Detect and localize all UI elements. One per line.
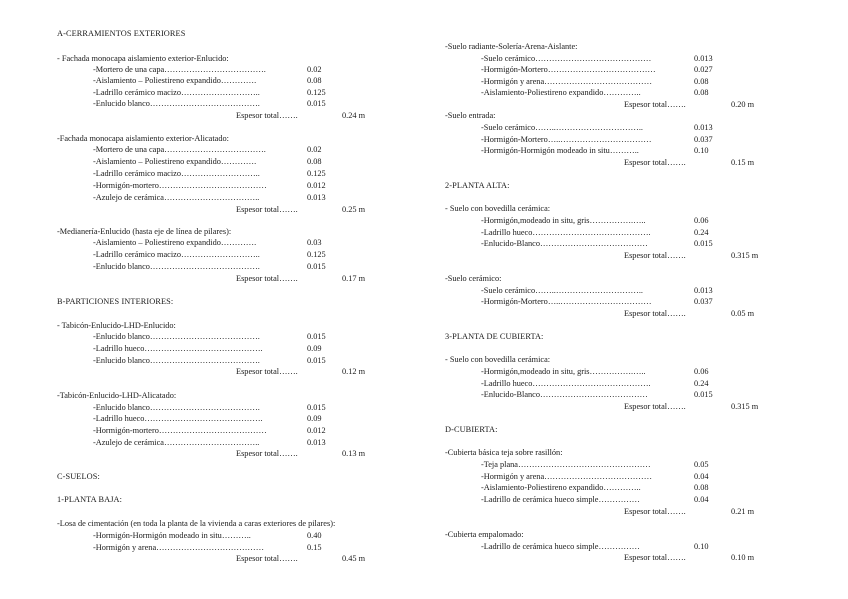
total-value: 0.05 m	[731, 309, 755, 318]
layer-label: -Hormigón-Hormigón modeado in situ………..	[93, 531, 251, 540]
group-title: - Fachada monocapa aislamiento exterior-Enlucido:	[57, 54, 229, 63]
subsection-heading-planta-alta: 2-PLANTA ALTA:	[445, 181, 510, 190]
layer-label: -Mortero de una capa……………………………….	[93, 145, 266, 154]
total-value: 0.21 m	[731, 507, 755, 516]
total-value: 0.315 m	[731, 251, 759, 260]
section-heading-cubierta: D-CUBIERTA:	[445, 425, 498, 434]
layer-value: 0.015	[307, 356, 326, 365]
layer-value: 0.15	[307, 543, 322, 552]
layer-label: -Hormigón-Mortero…..……………………………	[481, 135, 652, 144]
layer-value: 0.013	[694, 123, 713, 132]
total-value: 0.20 m	[731, 100, 755, 109]
group-title: -Suelo entrada:	[445, 111, 496, 120]
layer-value: 0.013	[694, 54, 713, 63]
layer-label: -Azulejo de cerámica……………………………..	[93, 438, 260, 447]
total-label: Espesor total…….	[624, 507, 686, 516]
layer-value: 0.08	[694, 77, 709, 86]
layer-value: 0.08	[694, 483, 709, 492]
layer-value: 0.015	[694, 390, 713, 399]
group-title: - Tabicón-Enlucido-LHD-Enlucido:	[57, 321, 176, 330]
section-heading-cerramientos: A-CERRAMIENTOS EXTERIORES	[57, 29, 186, 38]
layer-label: -Hormigón-mortero…………………………………	[93, 181, 267, 190]
layer-label: -Teja plana…………………………………………	[481, 460, 651, 469]
layer-value: 0.013	[307, 193, 326, 202]
layer-label: -Ladrillo hueco…………………………………….	[481, 228, 651, 237]
layer-value: 0.04	[694, 472, 709, 481]
layer-label: -Aislamiento-Poliestireno expandido…………..	[481, 88, 641, 97]
layer-label: -Suelo cerámico……..…………………………..	[481, 123, 643, 132]
layer-label: -Enlucido blanco………………………………….	[93, 99, 260, 108]
total-label: Espesor total…….	[236, 367, 298, 376]
layer-value: 0.03	[307, 238, 322, 247]
layer-value: 0.015	[307, 99, 326, 108]
section-heading-particiones: B-PARTICIONES INTERIORES:	[57, 297, 174, 306]
layer-value: 0.013	[307, 438, 326, 447]
layer-label: -Hormigón-Hormigón modeado in situ………..	[481, 146, 639, 155]
total-label: Espesor total…….	[624, 158, 686, 167]
layer-label: -Ladrillo cerámico macizo………………………..	[93, 250, 260, 259]
group-title: -Cubierta empalomado:	[445, 530, 524, 539]
total-value: 0.25 m	[342, 205, 366, 214]
layer-value: 0.08	[307, 157, 322, 166]
layer-label: -Ladrillo hueco…………………………………….	[481, 379, 651, 388]
layer-value: 0.125	[307, 169, 326, 178]
layer-label: -Mortero de una capa……………………………….	[93, 65, 266, 74]
layer-value: 0.015	[307, 332, 326, 341]
layer-label: -Ladrillo hueco…………………………………….	[93, 344, 263, 353]
layer-label: -Enlucido-Blanco…………………………………	[481, 390, 648, 399]
layer-label: -Enlucido-Blanco…………………………………	[481, 239, 648, 248]
layer-value: 0.013	[694, 286, 713, 295]
group-title: -Tabicón-Enlucido-LHD-Alicatado:	[57, 391, 177, 400]
total-label: Espesor total…….	[236, 274, 298, 283]
layer-label: -Enlucido blanco………………………………….	[93, 332, 260, 341]
layer-label: -Hormigón y arena…………………………………	[93, 543, 264, 552]
total-label: Espesor total…….	[624, 251, 686, 260]
layer-value: 0.012	[307, 426, 326, 435]
layer-label: -Ladrillo hueco…………………………………….	[93, 414, 263, 423]
total-label: Espesor total…….	[624, 100, 686, 109]
layer-value: 0.08	[694, 88, 709, 97]
layer-label: -Suelo cerámico……..…………………………..	[481, 286, 643, 295]
total-value: 0.17 m	[342, 274, 366, 283]
group-title: - Suelo con bovedilla cerámica:	[445, 204, 551, 213]
total-label: Espesor total…….	[236, 205, 298, 214]
layer-label: -Hormigón y arena…………………………………	[481, 472, 652, 481]
layer-label: -Hormigón-Mortero…………………………………	[481, 65, 656, 74]
layer-label: -Aislamiento – Poliestireno expandido………….	[93, 157, 257, 166]
group-title: -Suelo radiante-Solería-Arena-Aislante:	[445, 42, 578, 51]
layer-label: -Suelo cerámico……………………………………	[481, 54, 652, 63]
group-title: -Cubierta básica teja sobre rasillón:	[445, 448, 563, 457]
group-title: -Fachada monocapa aislamiento exterior-Alicatado:	[57, 134, 229, 143]
layer-value: 0.037	[694, 297, 713, 306]
layer-label: -Hormigón-mortero…………………………………	[93, 426, 267, 435]
layer-value: 0.40	[307, 531, 322, 540]
group-title: -Suelo cerámico:	[445, 274, 502, 283]
layer-label: -Enlucido blanco………………………………….	[93, 356, 260, 365]
layer-label: -Ladrillo cerámico macizo………………………..	[93, 88, 260, 97]
total-label: Espesor total…….	[236, 554, 298, 563]
total-value: 0.12 m	[342, 367, 366, 376]
layer-value: 0.05	[694, 460, 709, 469]
group-title: - Suelo con bovedilla cerámica:	[445, 355, 551, 364]
layer-label: -Ladrillo cerámico macizo………………………..	[93, 169, 260, 178]
subsection-heading-planta-cubierta: 3-PLANTA DE CUBIERTA:	[445, 332, 544, 341]
layer-label: -Aislamiento – Poliestireno expandido………….	[93, 76, 257, 85]
total-label: Espesor total…….	[236, 449, 298, 458]
layer-label: -Ladrillo de cerámica hueco simple……………	[481, 542, 640, 551]
group-title: -Medianería-Enlucido (hasta eje de línea de pilares):	[57, 227, 232, 236]
layer-value: 0.09	[307, 414, 322, 423]
total-value: 0.45 m	[342, 554, 366, 563]
layer-value: 0.24	[694, 228, 709, 237]
subsection-heading-planta-baja: 1-PLANTA BAJA:	[57, 495, 123, 504]
layer-value: 0.24	[694, 379, 709, 388]
layer-value: 0.09	[307, 344, 322, 353]
layer-value: 0.125	[307, 88, 326, 97]
layer-value: 0.037	[694, 135, 713, 144]
layer-value: 0.02	[307, 65, 322, 74]
layer-label: -Enlucido blanco………………………………….	[93, 262, 260, 271]
layer-value: 0.10	[694, 146, 709, 155]
layer-value: 0.015	[307, 403, 326, 412]
layer-value: 0.02	[307, 145, 322, 154]
layer-label: -Aislamiento-Poliestireno expandido…………..	[481, 483, 641, 492]
total-label: Espesor total…….	[236, 111, 298, 120]
layer-value: 0.08	[307, 76, 322, 85]
layer-value: 0.027	[694, 65, 713, 74]
layer-label: -Ladrillo de cerámica hueco simple……………	[481, 495, 640, 504]
layer-value: 0.015	[307, 262, 326, 271]
total-value: 0.315 m	[731, 402, 759, 411]
layer-label: -Hormigón,modeado in situ, gris…………….…..	[481, 216, 646, 225]
layer-value: 0.10	[694, 542, 709, 551]
layer-label: -Enlucido blanco………………………………….	[93, 403, 260, 412]
layer-label: -Hormigón,modeado in situ, gris…………….…..	[481, 367, 646, 376]
layer-value: 0.012	[307, 181, 326, 190]
total-label: Espesor total…….	[624, 553, 686, 562]
layer-value: 0.04	[694, 495, 709, 504]
total-label: Espesor total…….	[624, 402, 686, 411]
layer-value: 0.06	[694, 367, 709, 376]
layer-label: -Aislamiento – Poliestireno expandido………….	[93, 238, 257, 247]
group-title: -Losa de cimentación (en toda la planta de la vivienda a caras exteriores de pilares):	[57, 519, 336, 528]
section-heading-suelos: C-SUELOS:	[57, 472, 100, 481]
total-value: 0.24 m	[342, 111, 366, 120]
total-label: Espesor total…….	[624, 309, 686, 318]
layer-value: 0.06	[694, 216, 709, 225]
layer-label: -Azulejo de cerámica……………………………..	[93, 193, 260, 202]
layer-label: -Hormigón-Mortero…..……………………………	[481, 297, 652, 306]
total-value: 0.10 m	[731, 553, 755, 562]
layer-label: -Hormigón y arena…………………………………	[481, 77, 652, 86]
total-value: 0.15 m	[731, 158, 755, 167]
total-value: 0.13 m	[342, 449, 366, 458]
layer-value: 0.125	[307, 250, 326, 259]
layer-value: 0.015	[694, 239, 713, 248]
